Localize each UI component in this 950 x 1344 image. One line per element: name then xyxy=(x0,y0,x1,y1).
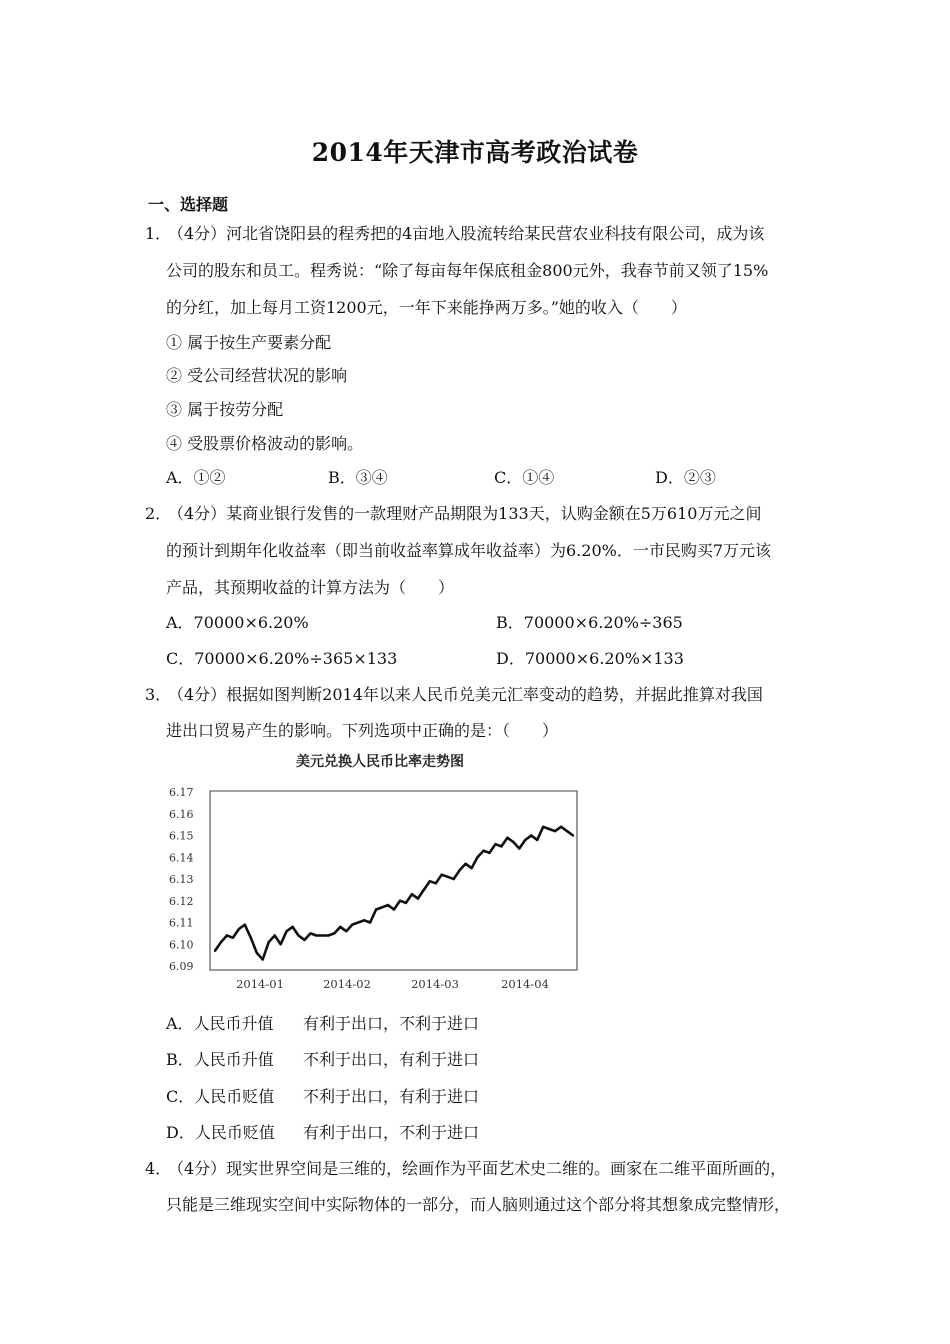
question-2-option-b[interactable]: B．70000×6.20%÷365 xyxy=(496,613,683,632)
data-point xyxy=(488,852,490,854)
data-point xyxy=(369,921,371,923)
data-point xyxy=(542,826,544,828)
question-2-option-a[interactable]: A．70000×6.20% xyxy=(166,613,309,632)
question-3-option-c-label[interactable]: C．人民币贬值 xyxy=(166,1087,275,1106)
data-point xyxy=(375,908,377,910)
question-3-option-b-label[interactable]: B．人民币升值 xyxy=(166,1050,274,1069)
data-point xyxy=(393,908,395,910)
question-1-line-2: 公司的股东和员工。程秀说：“除了每亩每年保底租金800元外，我春节前又领了15% xyxy=(166,261,769,280)
question-4-line-1: （4分）现实世界空间是三维的，绘画作为平面艺术史二维的。画家在二维平面所画的， xyxy=(168,1159,787,1178)
data-point xyxy=(351,924,353,926)
data-point xyxy=(453,878,455,880)
question-1-item-3: ③ 属于按劳分配 xyxy=(166,400,284,419)
data-point xyxy=(238,928,240,930)
data-point xyxy=(554,830,556,832)
question-2-line-1: （4分）某商业银行发售的一款理财产品期限为133天，认购金额在5万610万元之间 xyxy=(168,504,762,523)
data-point xyxy=(268,941,270,943)
data-point xyxy=(297,934,299,936)
data-point xyxy=(244,924,246,926)
data-point xyxy=(476,856,478,858)
question-3-option-c-effect: 不利于出口，有利于进口 xyxy=(303,1087,480,1106)
x-tick-label: 2014-01 xyxy=(236,977,284,991)
data-point xyxy=(327,934,329,936)
y-tick-label: 6.13 xyxy=(169,873,194,886)
question-3-option-a-label[interactable]: A．人民币升值 xyxy=(166,1014,274,1033)
data-point xyxy=(345,930,347,932)
data-point xyxy=(309,932,311,934)
question-2-option-d[interactable]: D．70000×6.20%×133 xyxy=(496,649,684,668)
question-2-number: 2． xyxy=(145,504,172,523)
data-point xyxy=(339,926,341,928)
page-title: 2014年天津市高考政治试卷 xyxy=(311,138,639,167)
question-3-option-a-effect: 有利于出口，不利于进口 xyxy=(303,1014,480,1033)
data-point xyxy=(256,952,258,954)
question-1-option-b[interactable]: B．③④ xyxy=(328,468,388,487)
y-tick-label: 6.16 xyxy=(169,807,194,821)
data-point xyxy=(220,941,222,943)
data-point xyxy=(405,902,407,904)
question-3-line-1: （4分）根据如图判断2014年以来人民币兑美元汇率变动的趋势，并据此推算对我国 xyxy=(168,685,763,704)
data-point xyxy=(423,889,425,891)
data-point xyxy=(482,850,484,852)
section-heading: 一、选择题 xyxy=(148,195,229,214)
series-line xyxy=(215,827,573,960)
question-1-item-1: ① 属于按生产要素分配 xyxy=(166,333,332,352)
data-point xyxy=(524,839,526,841)
data-point xyxy=(548,828,550,830)
question-3-line-2: 进出口贸易产生的影响。下列选项中正确的是：（ ） xyxy=(166,721,559,740)
data-point xyxy=(518,847,520,849)
x-tick-label: 2014-04 xyxy=(501,977,549,991)
data-point xyxy=(333,932,335,934)
chart-svg xyxy=(165,748,585,998)
question-3-number: 3． xyxy=(145,685,172,704)
data-point xyxy=(232,937,234,939)
y-tick-label: 6.09 xyxy=(169,960,194,973)
question-3-option-b-effect: 不利于出口，有利于进口 xyxy=(303,1050,480,1069)
data-point xyxy=(226,934,228,936)
data-point xyxy=(262,958,264,960)
data-point xyxy=(285,930,287,932)
data-point xyxy=(274,934,276,936)
data-point xyxy=(363,919,365,921)
question-2-option-c[interactable]: C．70000×6.20%÷365×133 xyxy=(166,649,398,668)
data-point xyxy=(500,845,502,847)
data-point xyxy=(441,874,443,876)
data-point xyxy=(566,830,568,832)
question-1-item-4: ④ 受股票价格波动的影响。 xyxy=(166,434,364,453)
data-point xyxy=(399,900,401,902)
y-tick-label: 6.17 xyxy=(169,786,194,799)
exchange-rate-chart xyxy=(165,748,585,998)
data-point xyxy=(572,834,574,836)
data-point xyxy=(250,937,252,939)
data-point xyxy=(315,934,317,936)
y-tick-label: 6.15 xyxy=(169,829,194,843)
x-tick-label: 2014-03 xyxy=(411,977,459,991)
data-point xyxy=(458,869,460,871)
data-point xyxy=(512,841,514,843)
data-point xyxy=(470,867,472,869)
chart-title: 美元兑换人民币比率走势图 xyxy=(296,754,464,770)
data-point xyxy=(429,880,431,882)
data-point xyxy=(214,950,216,952)
data-point xyxy=(536,839,538,841)
data-point xyxy=(411,893,413,895)
chart-frame xyxy=(210,791,577,970)
x-tick-label: 2014-02 xyxy=(323,977,371,991)
question-1-line-3: 的分红，加上每月工资1200元，一年下来能挣两万多。”她的收入（ ） xyxy=(166,298,687,317)
data-point xyxy=(381,906,383,908)
question-1-number: 1． xyxy=(145,224,172,243)
data-point xyxy=(417,897,419,899)
question-4-line-2: 只能是三维现实空间中实际物体的一部分，而人脑则通过这个部分将其想象成完整情形， xyxy=(166,1195,791,1214)
question-1-option-d[interactable]: D．②③ xyxy=(655,468,716,487)
data-point xyxy=(494,843,496,845)
data-point xyxy=(321,934,323,936)
question-4-number: 4． xyxy=(145,1159,172,1178)
data-point xyxy=(291,926,293,928)
data-point xyxy=(303,939,305,941)
data-point xyxy=(464,863,466,865)
y-tick-label: 6.14 xyxy=(169,851,194,865)
question-3-option-d-effect: 有利于出口，不利于进口 xyxy=(303,1123,480,1142)
question-1-option-c[interactable]: C．①④ xyxy=(494,468,555,487)
question-2-line-2: 的预计到期年化收益率（即当前收益率算成年收益率）为6.20%．一市民购买7万元该 xyxy=(166,541,772,560)
data-point xyxy=(279,943,281,945)
y-tick-label: 6.12 xyxy=(169,894,194,908)
question-1-line-1: （4分）河北省饶阳县的程秀把的4亩地入股流转给某民营农业科技有限公司，成为该 xyxy=(168,224,765,243)
data-point xyxy=(387,904,389,906)
question-1-item-2: ② 受公司经营状况的影响 xyxy=(166,366,348,385)
data-point xyxy=(530,834,532,836)
question-3-option-d-label[interactable]: D．人民币贬值 xyxy=(166,1123,275,1142)
question-2-line-3: 产品，其预期收益的计算方法为（ ） xyxy=(166,578,455,597)
question-1-option-a[interactable]: A．①② xyxy=(166,468,226,487)
y-tick-label: 6.10 xyxy=(169,938,194,952)
data-point xyxy=(447,876,449,878)
data-point xyxy=(506,837,508,839)
y-tick-label: 6.11 xyxy=(169,916,194,930)
data-point xyxy=(435,882,437,884)
data-point xyxy=(560,826,562,828)
data-point xyxy=(357,921,359,923)
